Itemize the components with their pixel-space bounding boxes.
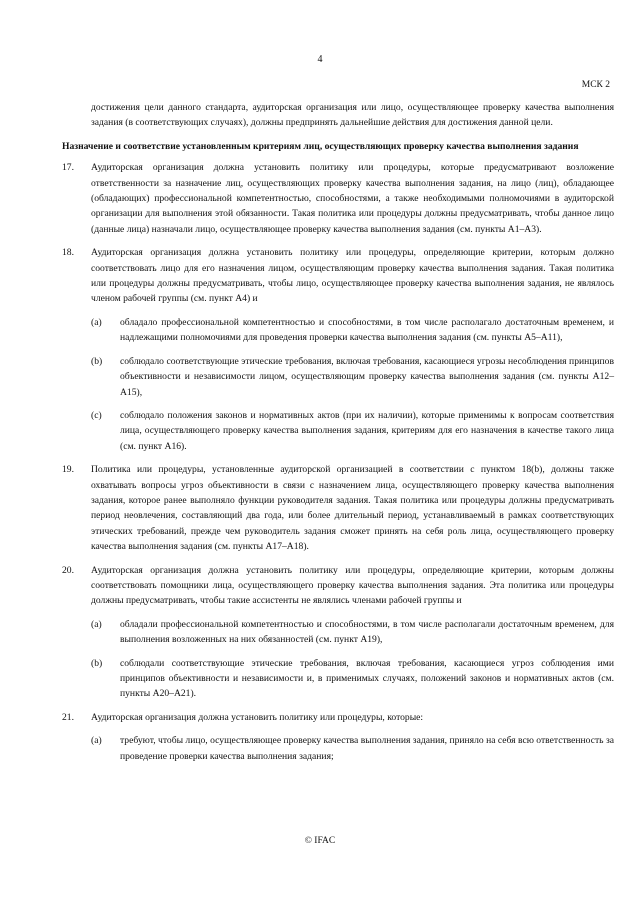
paragraph-17 [62,160,614,237]
item-text: обладали профессиональной компетентностью и способностями, в том числе располагали достаточным временем, для выполнения возложенных на них обязанностей (см. пункт А19), [120,618,614,646]
item-text: соблюдали соответствующие этические требования, включая требования, касающиеся угроз соблюдения ими принципов объективности и независимости и, в применимых случаях, положений законов и нормативных актов (см. пункты А20–А21). [120,657,614,700]
header-code: МСК 2 [581,80,610,90]
page-number: 4 [317,54,323,65]
item-text: соблюдало положения законов и нормативных актов (при их наличии), которые применимы к вопросам соответствия лица, осуществляющего проверку качества выполнения задания, критериям для его назначения в качестве такого лица (см. пункт А16). [120,409,614,452]
item-label: (a) [91,618,102,630]
list-item [62,408,614,454]
list-item [62,733,614,764]
item-label: (a) [91,316,102,328]
paragraph-number: 17. [62,162,74,174]
paragraph-19 [62,462,614,554]
item-label: (a) [91,735,102,747]
paragraph-text: Политика или процедуры, установленные аудиторской организацией в соответствии с пунктом 18(b), должны также охватывать вопросы угроз объективности в связи с назначением лица, осуществляющего проверку качества выполнения задания, которое ранее выполняло функции руководителя задания. Такая политика или процедуры должны предусматривать период неовлечения, составляющий два года, или более длительный период, устанавливаемый в рамках соответствующих этических требований, прежде чем руководитель задания сможет принять на себя роль лица, осуществляющего проверку качества выполнения задания (см. пункты А17–А18). [91,464,614,553]
list-item [62,354,614,400]
item-text: обладало профессиональной компетентностью и способностями, в том числе располагало достаточным временем, и надлежащими полномочиями для проведения проверки качества выполнения задания (см. пункты А5–А11), [120,316,614,344]
list-item [62,315,614,346]
paragraph-text: Аудиторская организация должна установить политику или процедуры, которые: [91,711,424,723]
intro-paragraph: достижения цели данного стандарта, аудиторская организация или лицо, осуществляющее проверку качества выполнения задания (в соответствующих случаях), должны предпринять дальнейшие действия для достижения данной цели. [91,102,614,129]
paragraph-text: Аудиторская организация должна установить политику или процедуры, определяющие критерии, которым должны соответствовать помощники лица, осуществляющего проверку качества выполнения задания. Эта политика или процедуры должны предусматривать, чтобы такие ассистенты не являлись членами рабочей группы и [91,564,614,607]
paragraph-18 [62,245,614,307]
item-text: соблюдало соответствующие этические требования, включая требования, касающиеся угрозы несоблюдения принципов объективности и независимости лицом, осуществляющим проверку качества выполнения задания (см. пункты А12–А15), [120,355,614,398]
document-body [62,100,614,772]
item-label: (b) [91,657,103,669]
paragraph-number: 21. [62,711,74,723]
paragraph-number: 20. [62,564,74,576]
item-label: (b) [91,355,103,367]
item-label: (c) [91,409,102,421]
list-item [62,617,614,648]
paragraph-text: Аудиторская организация должна установить политику или процедуры, определяющие критерии, которым должно соответствовать лицо для его назначения лицом, осуществляющим проверку качества выполнения задания. Такая политика или процедуры должны предусматривать, чтобы лицо, осуществляющее проверку качества выполнения задания, не являлось членом рабочей группы (см. пункт А4) и [91,247,614,305]
paragraph-number: 18. [62,247,74,259]
item-text: требуют, чтобы лицо, осуществляющее проверку качества выполнения задания, приняло на себя всю ответственность за проведение проверки качества выполнения задания; [120,735,614,762]
paragraph-20 [62,563,614,609]
section-heading: Назначение и соответствие установленным критериям лиц, осуществляющих проверку качества выполнения задания [62,140,579,152]
paragraph-21 [62,710,614,725]
paragraph-text: Аудиторская организация должна установить политику или процедуры, которые предусматривают возложение ответственности за назначение лиц, осуществляющих проверку качества выполнения задания, на лицо (лиц), обладающее (обладающих) профессиональной компетентностью, способностями, а также необходимыми полномочиями в аудиторской организации для выполнения этой обязанности. Такая политика или процедуры должны предусматривать, чтобы данное лицо (данные лица) назначали лицо, осуществляющее проверку качества выполнения задания (см. пункты А1–А3). [91,162,614,235]
paragraph-number: 19. [62,464,74,476]
list-item [62,656,614,702]
copyright-footer: © IFAC [304,836,336,846]
